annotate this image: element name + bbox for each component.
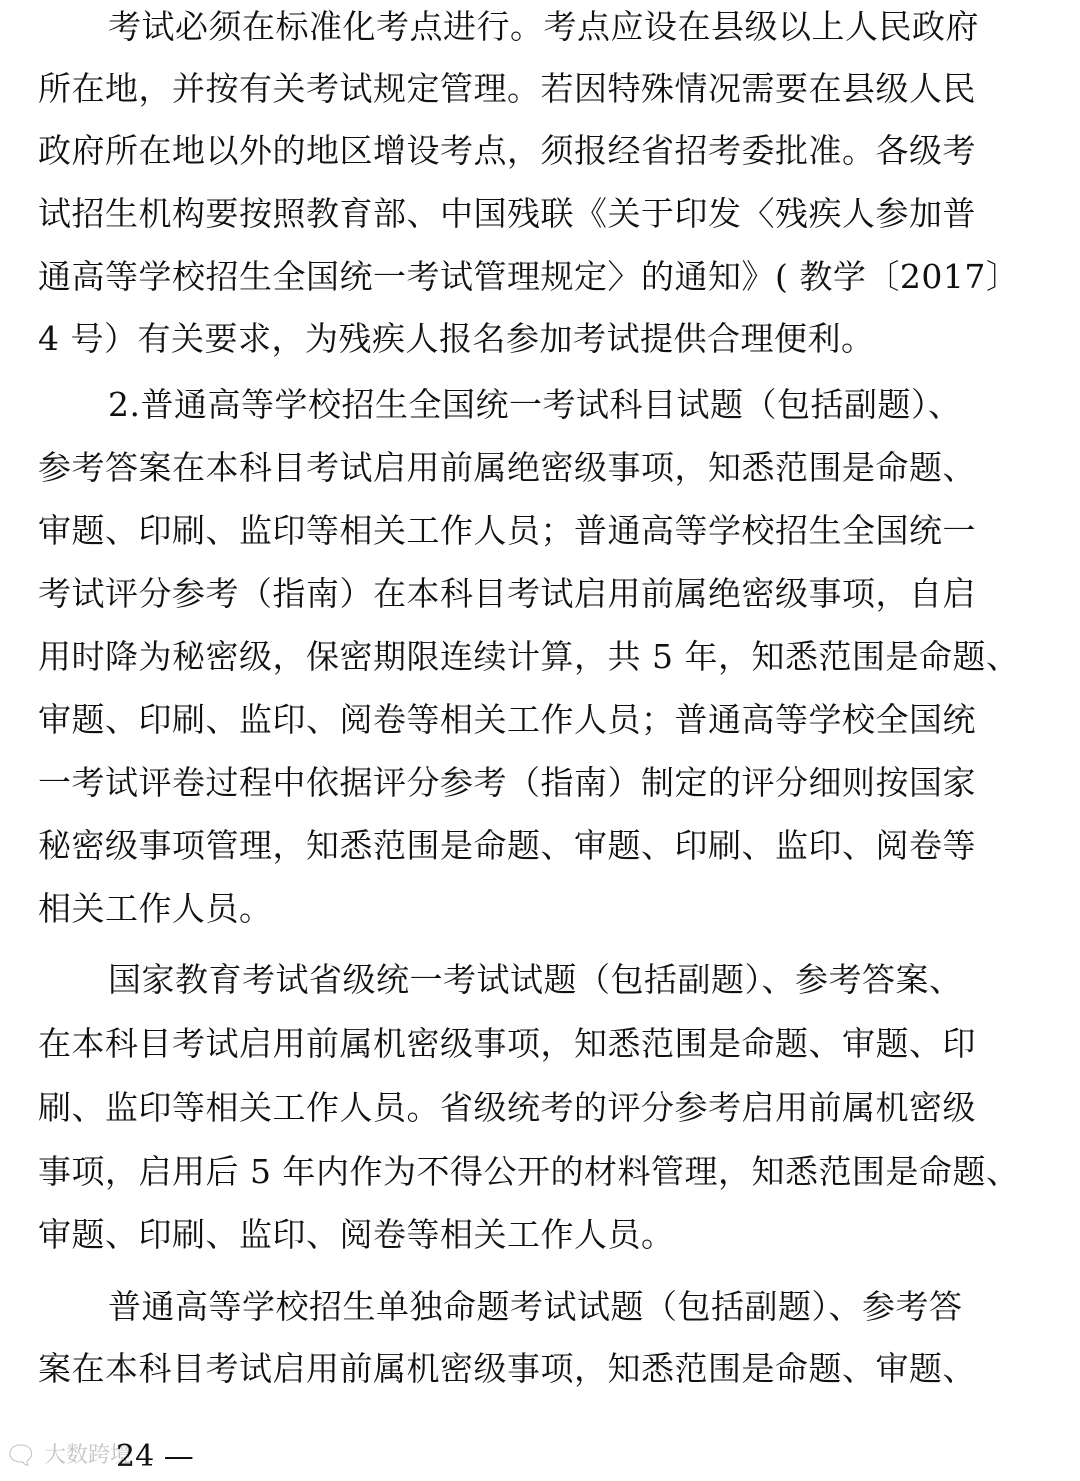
- text-line: 审题、印刷、监印、阅卷等相关工作人员；普通高等学校全国统: [38, 700, 976, 739]
- text-line: 4 号）有关要求，为残疾人报名参加考试提供合理便利。: [38, 319, 875, 358]
- text-line: 在本科目考试启用前属机密级事项，知悉范围是命题、审题、印: [38, 1024, 976, 1063]
- text-line: 考试必须在标准化考点进行。考点应设在县级以上人民政府: [108, 7, 979, 46]
- text-line: 政府所在地以外的地区增设考点，须报经省招考委批准。各级考: [38, 131, 976, 170]
- page-footer: [0, 1435, 1080, 1481]
- text-line: 刷、监印等相关工作人员。省级统考的评分参考启用前属机密级: [38, 1088, 976, 1127]
- watermark-text: 大数跨境: [44, 1443, 133, 1468]
- text-line: 普通高等学校招生单独命题考试试题（包括副题）、参考答: [108, 1287, 963, 1326]
- text-line: 试招生机构要按照教育部、中国残联《关于印发〈残疾人参加普: [38, 194, 976, 233]
- text-line: 秘密级事项管理，知悉范围是命题、审题、印刷、监印、阅卷等: [38, 826, 976, 865]
- page-number: 24 —: [116, 1439, 194, 1474]
- text-line: 2.普通高等学校招生全国统一考试科目试题（包括副题）、: [108, 385, 962, 424]
- text-line: 参考答案在本科目考试启用前属绝密级事项，知悉范围是命题、: [38, 448, 976, 487]
- text-line: 所在地，并按有关考试规定管理。若因特殊情况需要在县级人民: [38, 69, 976, 108]
- text-line: 一考试评卷过程中依据评分参考（指南）制定的评分细则按国家: [38, 763, 976, 802]
- text-line: 通高等学校招生全国统一考试管理规定〉的通知》( 教学〔2017〕: [38, 257, 1020, 296]
- text-line: 事项，启用后 5 年内作为不得公开的材料管理，知悉范围是命题、: [38, 1152, 1020, 1191]
- text-line: 案在本科目考试启用前属机密级事项，知悉范围是命题、审题、: [38, 1349, 976, 1388]
- text-line: 考试评分参考（指南）在本科目考试启用前属绝密级事项，自启: [38, 574, 976, 613]
- chat-bubble-icon: 🗨: [4, 1441, 38, 1471]
- text-line: 用时降为秘密级，保密期限连续计算，共 5 年，知悉范围是命题、: [38, 637, 1020, 676]
- text-line: 审题、印刷、监印等相关工作人员；普通高等学校招生全国统一: [38, 511, 976, 550]
- text-line: 国家教育考试省级统一考试试题（包括副题）、参考答案、: [108, 960, 963, 999]
- text-line: 相关工作人员。: [38, 889, 273, 928]
- text-line: 审题、印刷、监印、阅卷等相关工作人员。: [38, 1215, 675, 1254]
